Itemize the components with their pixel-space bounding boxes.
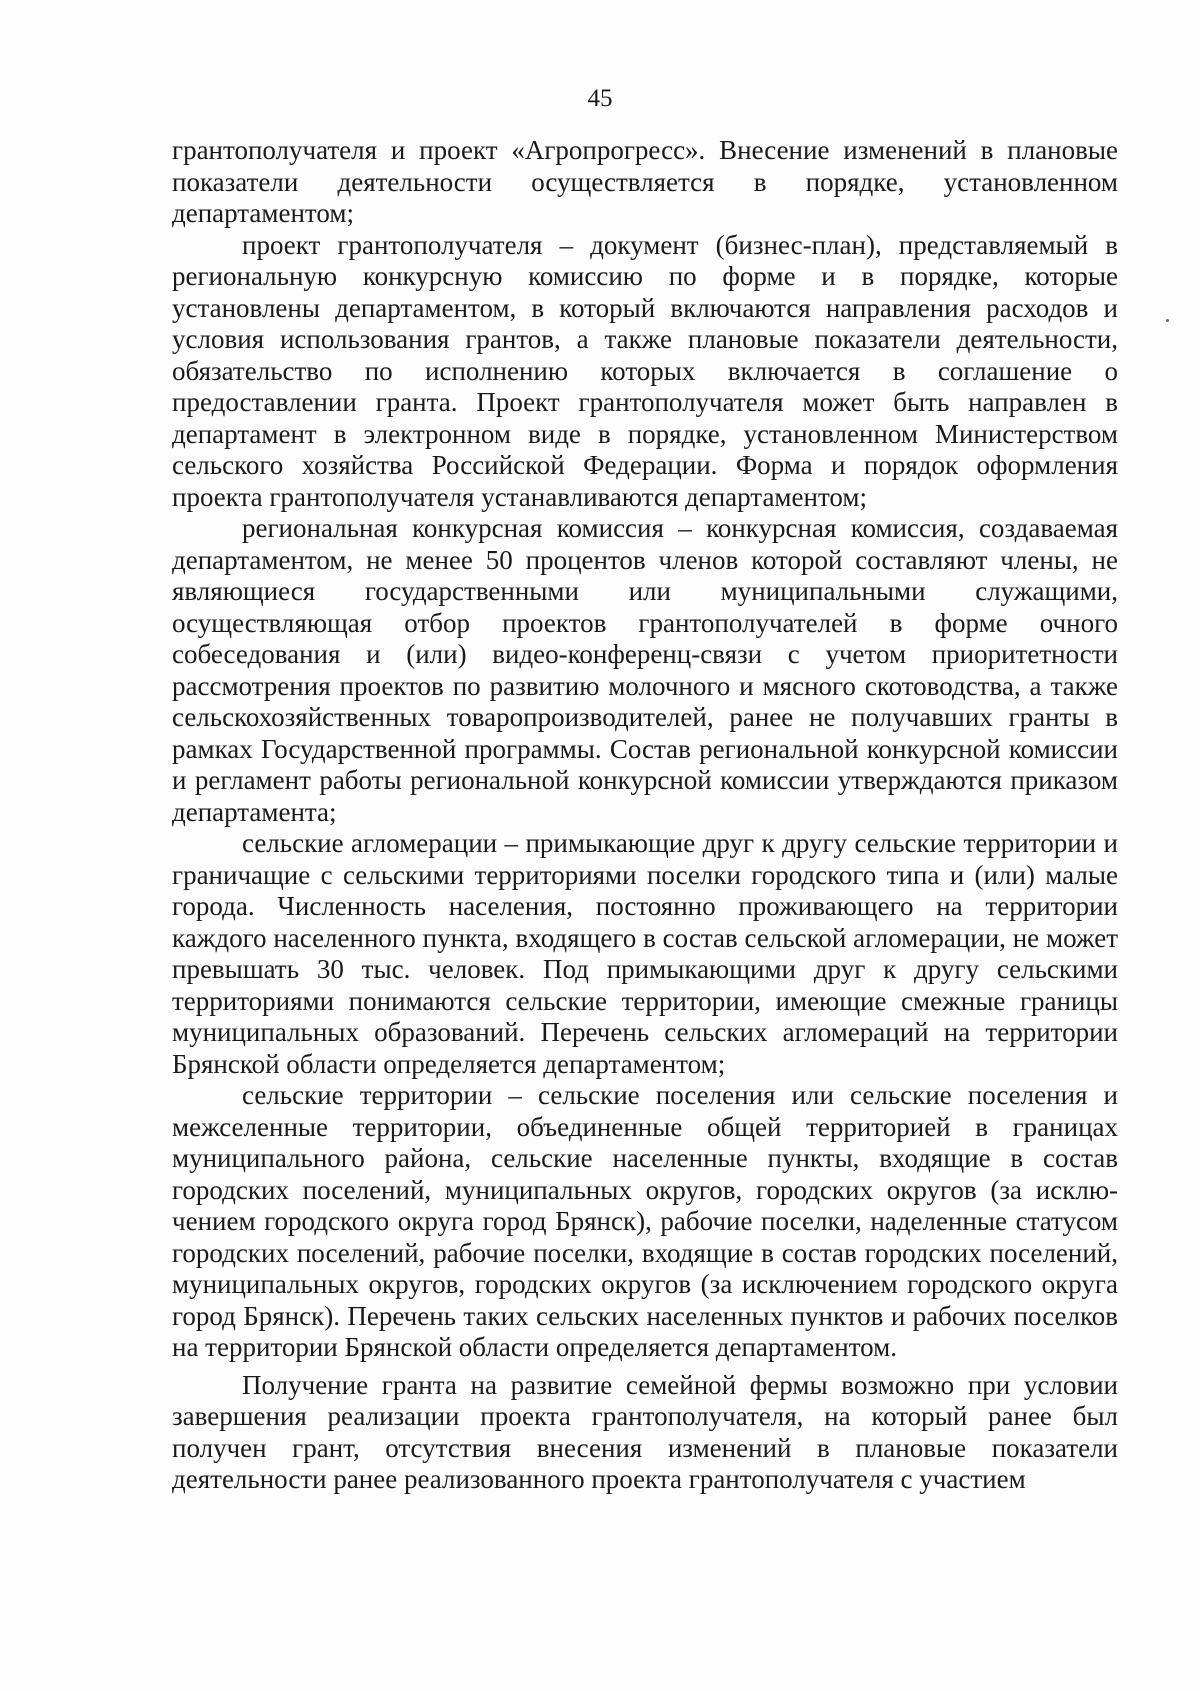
scan-speck — [1166, 319, 1169, 322]
paragraph-rural-territories-definition: сельские территории – сельские поселения или сельские поселения и межселенные территории, объединенные общей территорией в границах муниципального района, сельские населенные пункты, входящие в состав городских поселений, муниципальных округов, городских округов (за исключением городского округа город Брянск), рабочие поселки, наделенные статусом городских поселений, рабочие поселки, входящие в состав городских поселений, муниципальных округов, городских округов (за исключением городского округа город Брянск). Перечень таких сельских населенных пунктов и рабочих поселков на территории Брянской области определяется департаментом. — [172, 1080, 1118, 1362]
document-body — [172, 135, 1118, 1496]
paragraph-rural-agglomerations-definition: сельские агломерации – примыкающие друг к другу сельские территории и граничащие с сельскими территориями поселки городского типа и (или) малые города. Численность населения, постоянно проживающего на территории каждого населенного пункта, входящего в состав сельской агломерации, не может превышать 30 тыс. человек. Под примыкающими друг к другу сельскими территориями понимаются сельские территории, имеющие смежные границы муниципальных образований. Перечень сельских агломераций на территории Брянской области определяется департаментом; — [172, 828, 1118, 1079]
page-number: 45 — [587, 85, 613, 112]
paragraph-grantee-project-definition: проект грантополучателя – документ (бизнес-план), представляемый в региональную конкурсную комиссию по форме и в порядке, которые установлены департаментом, в который включаются направления расходов и условия использования грантов, а также плановые показатели деятельности, обязательство по исполнению которых включается в соглашение о предоставлении гранта. Проект грантополучателя может быть направлен в департамент в электронном виде в порядке, установленном Министерством сельского хозяйства Российской Федерации. Форма и порядок оформления проекта грантополучателя устанавливаются департаментом; — [172, 229, 1118, 512]
paragraph-continuation: грантополучателя и проект «Агропрогресс». Внесение изменений в плановые показатели деятельности осуществляется в порядке, установленном департаментом; — [172, 135, 1118, 228]
paragraph-family-farm-grant-condition: Получение гранта на развитие семейной фермы возможно при условии завершения реализации проекта грантополучателя, на который ранее был получен грант, отсутствия внесения изменений в плановые показатели деятельности ранее реализованного проекта грантополучателя с участием — [172, 1369, 1118, 1494]
paragraph-competition-commission-definition: региональная конкурсная комиссия – конкурсная комиссия, создаваемая департаментом, не менее 50 процентов членов которой составляют члены, не являющиеся государственными или муниципальными служащими, осуществляющая отбор проектов грантополучателей в форме очного собеседования и (или) видео-конференц-связи с учетом приоритетности рассмотрения проектов по развитию молочного и мясного скотоводства, а также сельскохозяйственных товаропроизводителей, ранее не получавших гранты в рамках Государственной программы. Состав региональной конкурсной комиссии и регламент работы региональной конкурсной комиссии утверждаются приказом департамента; — [172, 513, 1118, 827]
